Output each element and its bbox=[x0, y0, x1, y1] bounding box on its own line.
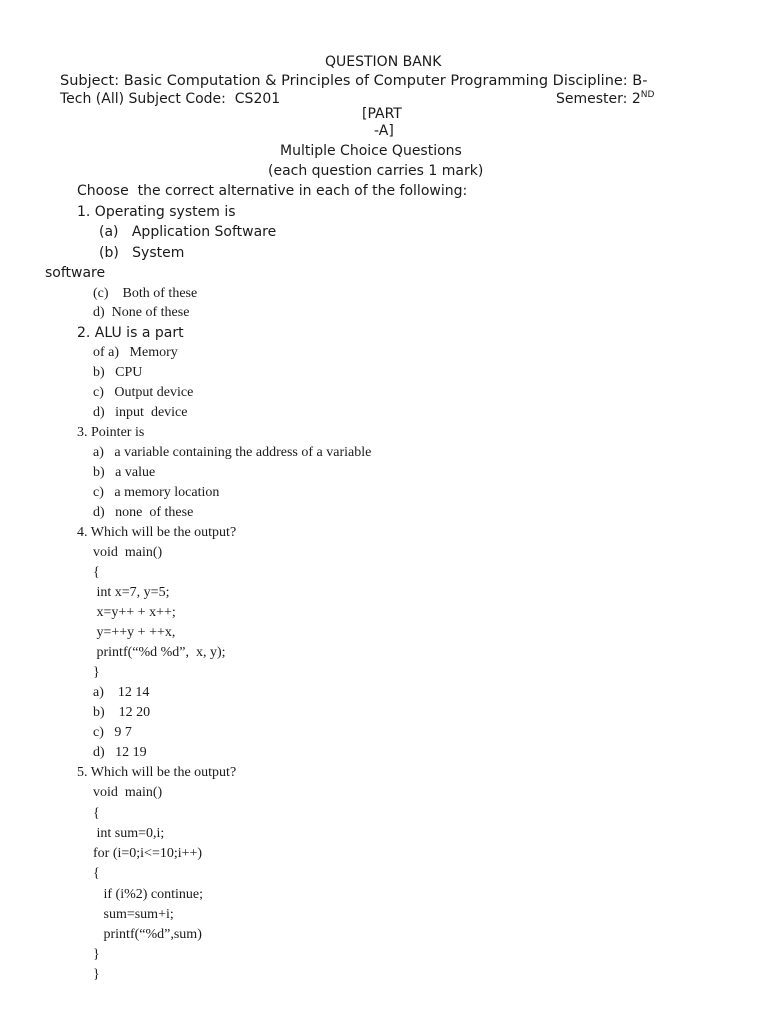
question-1-option-a: (a) Application Software bbox=[99, 224, 277, 240]
marks-note: (each question carries 1 mark) bbox=[268, 163, 484, 179]
question-4-option-d: d) 12 19 bbox=[93, 745, 147, 760]
question-4-option-a: a) 12 14 bbox=[93, 685, 150, 700]
question-1-option-c: (c) Both of these bbox=[93, 286, 198, 301]
question-1-option-b-continued: software bbox=[45, 265, 106, 281]
question-1-option-b: (b) System bbox=[99, 245, 185, 261]
question-2-option-b: b) CPU bbox=[93, 365, 143, 380]
question-5-code-line: } bbox=[93, 947, 100, 962]
question-5-code-line: for (i=0;i<=10;i++) bbox=[93, 846, 203, 861]
question-4-stem: 4. Which will be the output? bbox=[77, 525, 237, 540]
question-3-option-c: c) a memory location bbox=[93, 485, 220, 500]
subject-code-line: Tech (All) Subject Code: CS201 bbox=[60, 91, 281, 107]
question-4-option-b: b) 12 20 bbox=[93, 705, 151, 720]
question-3-option-b: b) a value bbox=[93, 465, 156, 480]
question-4-code-line: void main() bbox=[93, 545, 163, 560]
semester-text: Semester: 2 bbox=[556, 91, 641, 107]
question-4-option-c: c) 9 7 bbox=[93, 725, 132, 740]
question-4-code-line: { bbox=[93, 565, 100, 580]
question-5-code-line: void main() bbox=[93, 785, 163, 800]
question-1-option-d: d) None of these bbox=[93, 305, 190, 320]
question-2-option-c: c) Output device bbox=[93, 385, 194, 400]
question-2-option-a: of a) Memory bbox=[93, 345, 178, 360]
question-5-code-line: { bbox=[93, 866, 100, 881]
question-5-stem: 5. Which will be the output? bbox=[77, 765, 237, 780]
question-3-option-d: d) none of these bbox=[93, 505, 194, 520]
question-5-code-line: printf(“%d”,sum) bbox=[93, 927, 202, 942]
question-3-stem: 3. Pointer is bbox=[77, 425, 145, 440]
question-2-option-d: d) input device bbox=[93, 405, 188, 420]
semester-label bbox=[556, 92, 654, 106]
question-5-code-line: } bbox=[93, 967, 100, 982]
question-5-code-line: { bbox=[93, 806, 100, 821]
question-5-code-line: sum=sum+i; bbox=[93, 907, 174, 922]
question-4-code-line: } bbox=[93, 665, 100, 680]
question-5-code-line: if (i%2) continue; bbox=[93, 887, 204, 902]
instruction: Choose the correct alternative in each of the following: bbox=[77, 183, 468, 199]
question-1-stem: 1. Operating system is bbox=[77, 204, 236, 220]
section-title: Multiple Choice Questions bbox=[280, 143, 462, 159]
question-4-code-line: printf(“%d %d”, x, y); bbox=[93, 645, 226, 660]
question-2-stem: 2. ALU is a part bbox=[77, 325, 184, 341]
semester-superscript: ND bbox=[640, 90, 655, 100]
question-4-code-line: int x=7, y=5; bbox=[93, 585, 170, 600]
question-5-code-line: int sum=0,i; bbox=[93, 826, 165, 841]
page-title: QUESTION BANK bbox=[325, 54, 442, 70]
question-4-code-line: x=y++ + x++; bbox=[93, 605, 176, 620]
part-label-line-2: -A] bbox=[374, 123, 394, 139]
part-label-line-1: [PART bbox=[362, 106, 402, 122]
subject-line: Subject: Basic Computation & Principles of Computer Programming Discipline: B- bbox=[60, 73, 648, 89]
question-3-option-a: a) a variable containing the address of a variable bbox=[93, 445, 372, 460]
question-4-code-line: y=++y + ++x, bbox=[93, 625, 176, 640]
